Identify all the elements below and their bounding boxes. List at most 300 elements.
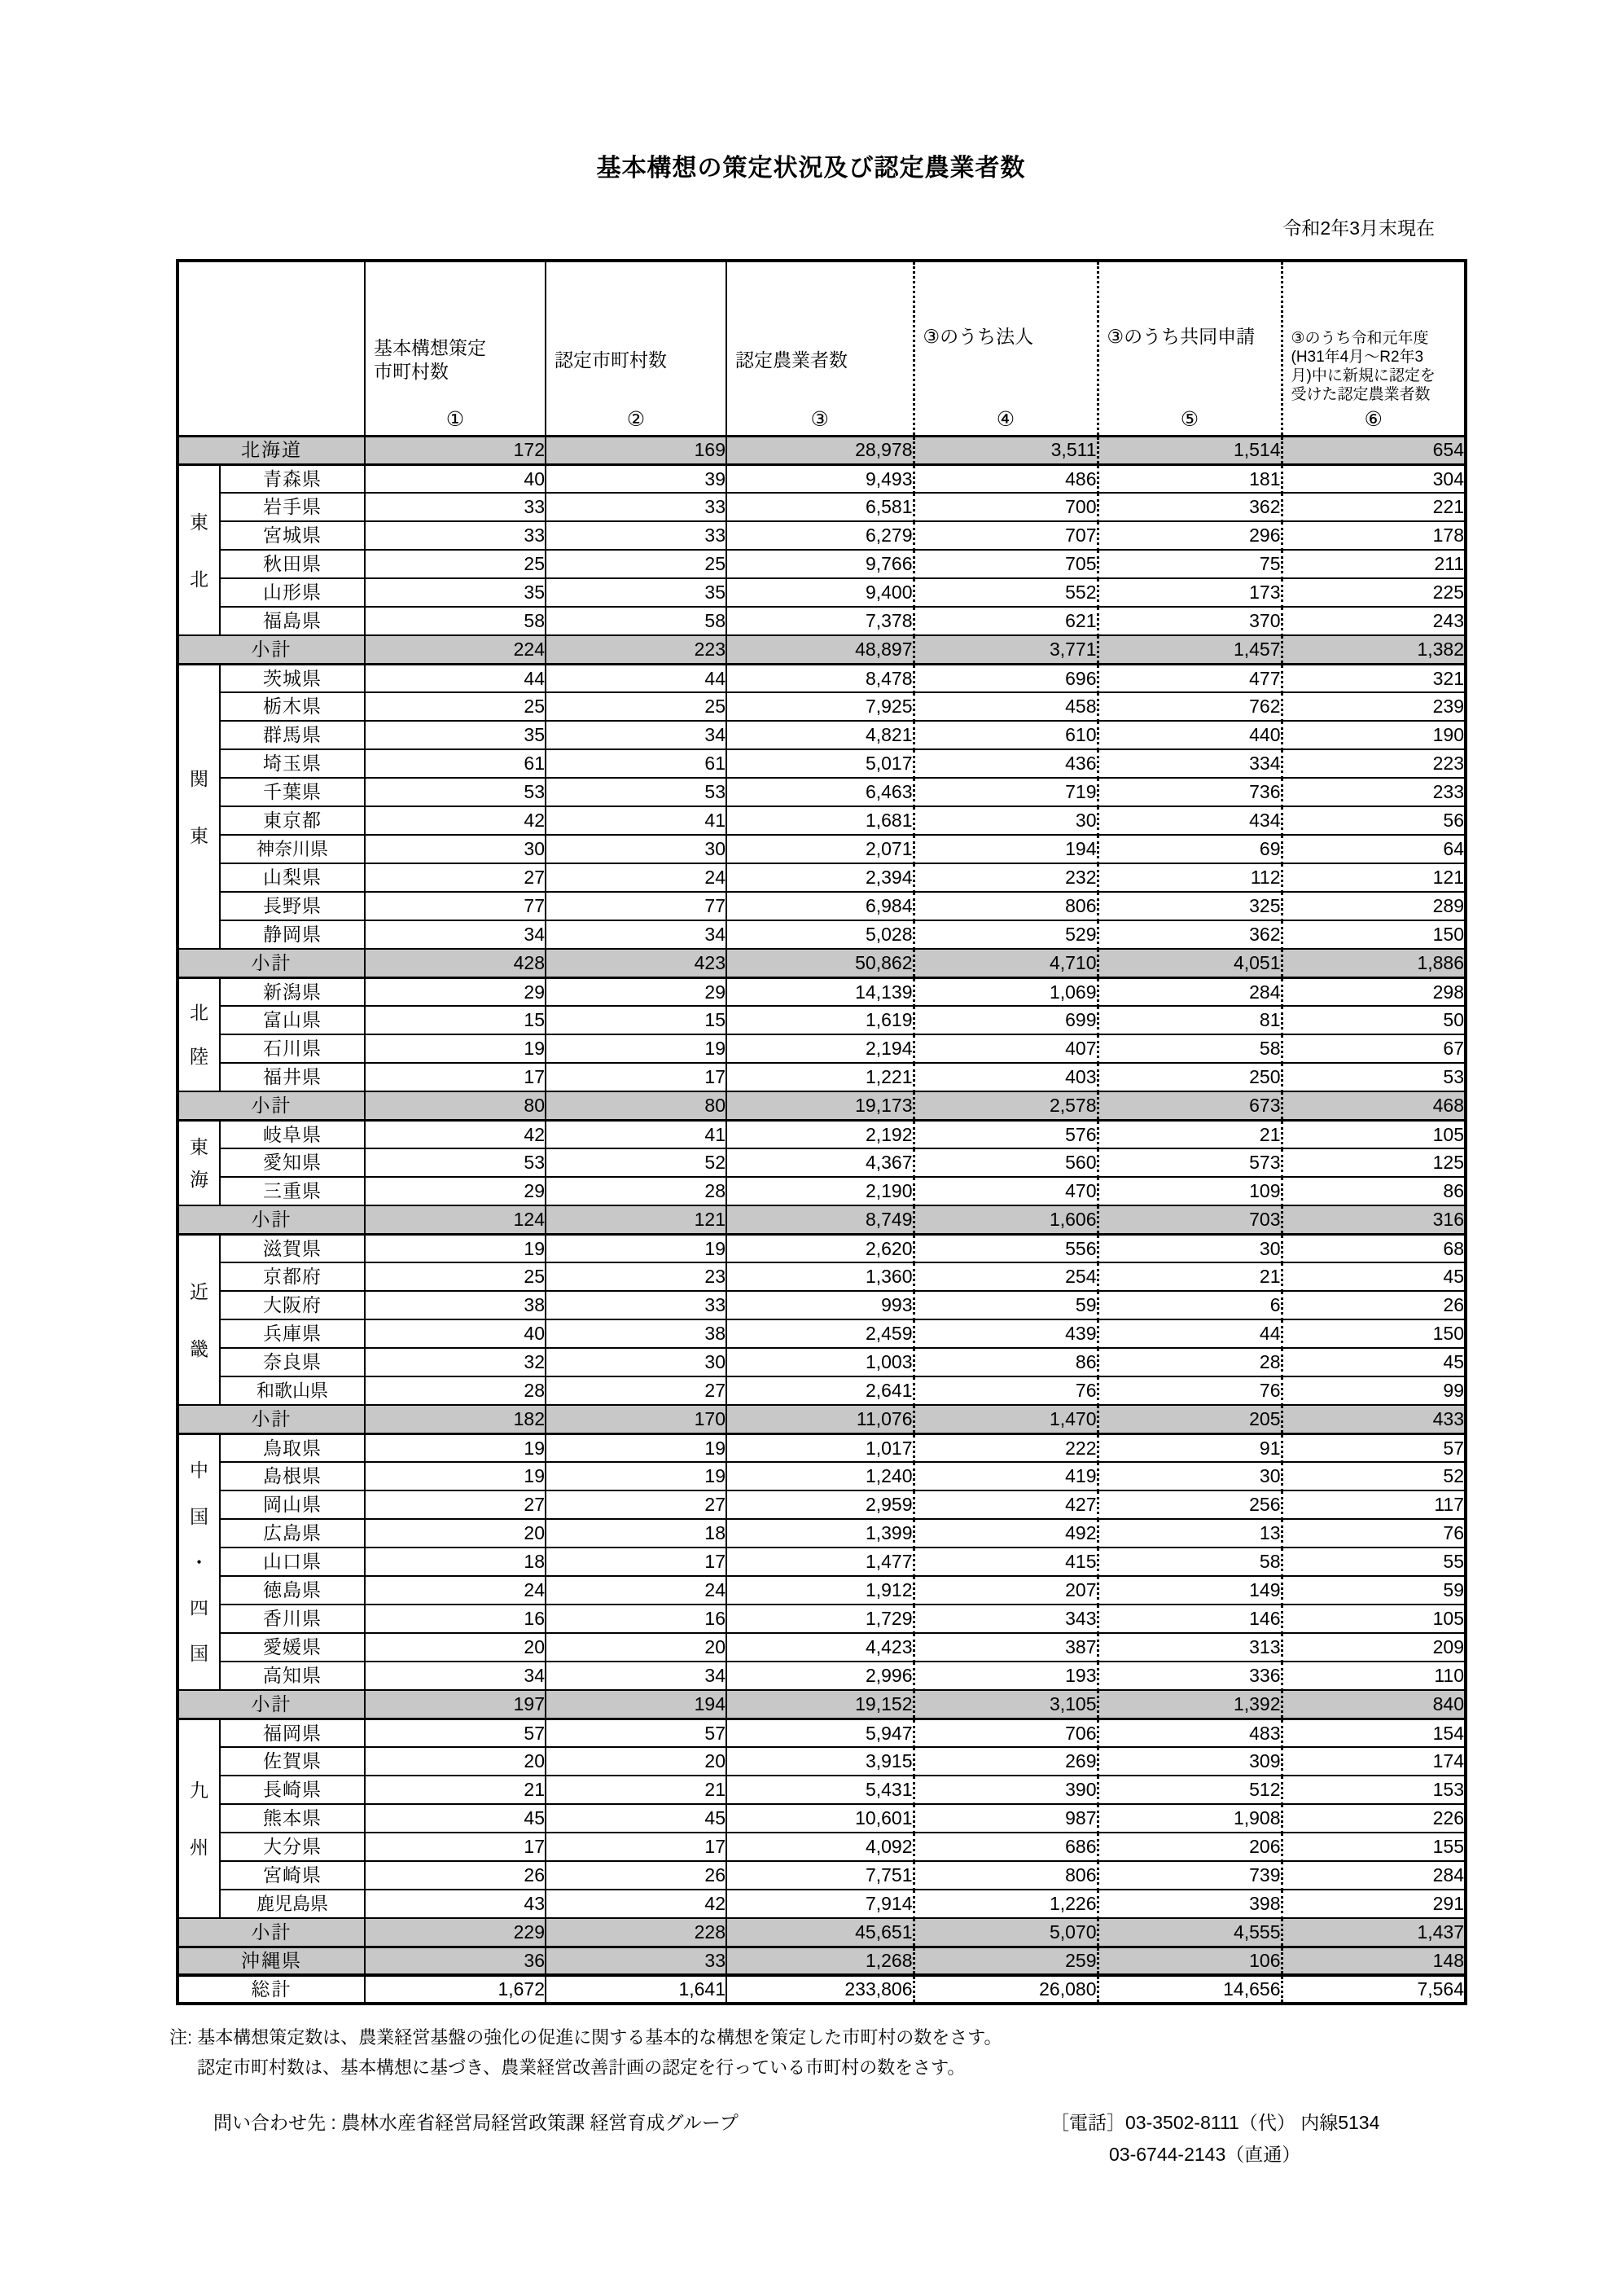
cell-col4: 706: [914, 1719, 1098, 1747]
table-row: [178, 493, 1466, 521]
cell-col4: 59: [914, 1291, 1098, 1319]
cell-col3: 7,378: [726, 607, 914, 635]
grand-total-label: 総計: [178, 1975, 365, 2004]
region-label-関東: 関 東: [178, 664, 220, 949]
region-label-近畿: 近 畿: [178, 1234, 220, 1405]
as-of-date: 令和2年3月末現在: [1282, 217, 1435, 239]
cell-col4: 806: [914, 892, 1098, 920]
cell-col4: 719: [914, 778, 1098, 806]
table-row-subtotal: [178, 1405, 1466, 1433]
cell-col2: 17: [546, 1063, 726, 1091]
cell-col6: 1,437: [1282, 1918, 1466, 1947]
prefecture-label: 兵庫県: [220, 1319, 365, 1348]
cell-col2: 33: [546, 493, 726, 521]
cell-col2: 34: [546, 920, 726, 949]
prefecture-label: 秋田県: [220, 550, 365, 578]
cell-col5: 6: [1098, 1291, 1282, 1319]
cell-col2: 1,641: [546, 1975, 726, 2004]
cell-col5: 13: [1098, 1519, 1282, 1547]
prefecture-label: 福島県: [220, 607, 365, 635]
statistics-table: [176, 259, 1467, 2005]
cell-col6: 243: [1282, 607, 1466, 635]
cell-col2: 16: [546, 1605, 726, 1633]
cell-col4: 1,069: [914, 977, 1098, 1006]
cell-col4: 560: [914, 1148, 1098, 1177]
cell-col2: 41: [546, 806, 726, 835]
cell-col1: 53: [365, 1148, 546, 1177]
cell-col6: 105: [1282, 1605, 1466, 1633]
cell-col6: 117: [1282, 1490, 1466, 1519]
cell-col4: 76: [914, 1376, 1098, 1405]
cell-col2: 41: [546, 1120, 726, 1148]
prefecture-label: 東京都: [220, 806, 365, 835]
cell-col6: 304: [1282, 464, 1466, 493]
cell-col4: 3,105: [914, 1690, 1098, 1719]
cell-col1: 19: [365, 1034, 546, 1063]
cell-col6: 284: [1282, 1861, 1466, 1890]
prefecture-label: 群馬県: [220, 721, 365, 749]
header-col2: [546, 261, 726, 436]
cell-col3: 2,194: [726, 1034, 914, 1063]
cell-col6: 86: [1282, 1177, 1466, 1205]
cell-col3: 1,681: [726, 806, 914, 835]
table-row-subtotal: [178, 1690, 1466, 1719]
header-col1-line1: 基本構想策定: [374, 337, 486, 359]
table-row: [178, 1776, 1466, 1804]
cell-col5: 703: [1098, 1205, 1282, 1234]
cell-col1: 77: [365, 892, 546, 920]
cell-col1: 16: [365, 1605, 546, 1633]
table-header: [178, 261, 1466, 436]
table-row: [178, 664, 1466, 692]
cell-col1: 29: [365, 1177, 546, 1205]
cell-col3: 8,749: [726, 1205, 914, 1234]
cell-col3: 1,003: [726, 1348, 914, 1376]
header-col6-line1: ③のうち令和元年度: [1291, 330, 1429, 348]
cell-col6: 55: [1282, 1547, 1466, 1576]
cell-col5: 250: [1098, 1063, 1282, 1091]
cell-col4: 987: [914, 1804, 1098, 1833]
cell-col3: 1,360: [726, 1262, 914, 1291]
header-col6-mark: ⑥: [1364, 407, 1383, 431]
prefecture-label: 富山県: [220, 1006, 365, 1034]
header-col6-line2: (H31年4月～R2年3: [1291, 349, 1424, 367]
table-row: [178, 1605, 1466, 1633]
cell-col2: 194: [546, 1690, 726, 1719]
prefecture-label: 茨城県: [220, 664, 365, 692]
cell-col6: 153: [1282, 1776, 1466, 1804]
cell-col4: 3,511: [914, 436, 1098, 464]
cell-col5: 76: [1098, 1376, 1282, 1405]
cell-col4: 1,226: [914, 1890, 1098, 1918]
cell-col4: 552: [914, 578, 1098, 607]
cell-col3: 10,601: [726, 1804, 914, 1833]
table-row: [178, 977, 1466, 1006]
cell-col4: 3,771: [914, 635, 1098, 664]
cell-col6: 654: [1282, 436, 1466, 464]
cell-col3: 2,394: [726, 863, 914, 892]
cell-col4: 806: [914, 1861, 1098, 1890]
cell-col1: 42: [365, 806, 546, 835]
cell-col4: 194: [914, 835, 1098, 863]
cell-col1: 25: [365, 692, 546, 721]
cell-col6: 174: [1282, 1747, 1466, 1776]
cell-col6: 226: [1282, 1804, 1466, 1833]
header-col4-label: ③のうち法人: [923, 326, 1034, 348]
cell-col6: 121: [1282, 863, 1466, 892]
cell-col6: 223: [1282, 749, 1466, 778]
cell-col1: 33: [365, 521, 546, 550]
cell-col1: 21: [365, 1776, 546, 1804]
cell-col1: 42: [365, 1120, 546, 1148]
cell-col3: 4,367: [726, 1148, 914, 1177]
cell-col6: 148: [1282, 1947, 1466, 1975]
table-row: [178, 1319, 1466, 1348]
cell-col6: 125: [1282, 1148, 1466, 1177]
subtotal-label: 小計: [178, 1405, 365, 1433]
cell-col1: 17: [365, 1063, 546, 1091]
cell-col4: 610: [914, 721, 1098, 749]
cell-col5: 334: [1098, 749, 1282, 778]
table-row: [178, 1063, 1466, 1091]
table-row: [178, 806, 1466, 835]
subtotal-label: 小計: [178, 949, 365, 977]
prefecture-label: 和歌山県: [220, 1376, 365, 1405]
prefecture-label: 青森県: [220, 464, 365, 493]
cell-col2: 33: [546, 1947, 726, 1975]
region-label-九州: 九 州: [178, 1719, 220, 1918]
cell-col2: 20: [546, 1747, 726, 1776]
table-row: [178, 1376, 1466, 1405]
cell-col2: 20: [546, 1633, 726, 1662]
cell-col4: 699: [914, 1006, 1098, 1034]
cell-col4: 407: [914, 1034, 1098, 1063]
cell-col2: 80: [546, 1091, 726, 1120]
cell-col4: 1,606: [914, 1205, 1098, 1234]
cell-col1: 172: [365, 436, 546, 464]
table-row: [178, 1120, 1466, 1148]
cell-col1: 57: [365, 1719, 546, 1747]
page-title: 基本構想の策定状況及び認定農業者数: [596, 155, 1026, 182]
cell-col4: 621: [914, 607, 1098, 635]
subtotal-label: 小計: [178, 1918, 365, 1947]
cell-col5: 313: [1098, 1633, 1282, 1662]
table-row: [178, 1148, 1466, 1177]
cell-col4: 705: [914, 550, 1098, 578]
cell-col3: 5,431: [726, 1776, 914, 1804]
cell-col1: 80: [365, 1091, 546, 1120]
cell-col1: 20: [365, 1519, 546, 1547]
cell-col5: 4,555: [1098, 1918, 1282, 1947]
cell-col5: 325: [1098, 892, 1282, 920]
cell-col4: 26,080: [914, 1975, 1098, 2004]
cell-col2: 35: [546, 578, 726, 607]
cell-col4: 492: [914, 1519, 1098, 1547]
cell-col3: 7,751: [726, 1861, 914, 1890]
cell-col3: 6,984: [726, 892, 914, 920]
prefecture-label: 静岡県: [220, 920, 365, 949]
table-row: [178, 835, 1466, 863]
cell-col6: 321: [1282, 664, 1466, 692]
cell-col4: 222: [914, 1433, 1098, 1462]
cell-col3: 1,729: [726, 1605, 914, 1633]
cell-col5: 739: [1098, 1861, 1282, 1890]
prefecture-label: 山梨県: [220, 863, 365, 892]
cell-col1: 43: [365, 1890, 546, 1918]
prefecture-label: 新潟県: [220, 977, 365, 1006]
cell-col2: 19: [546, 1034, 726, 1063]
cell-col2: 27: [546, 1490, 726, 1519]
cell-col3: 1,240: [726, 1462, 914, 1490]
prefecture-label: 山口県: [220, 1547, 365, 1576]
table-row: [178, 436, 1466, 464]
cell-col1: 229: [365, 1918, 546, 1947]
header-col1-line2: 市町村数: [374, 361, 449, 383]
table-row: [178, 778, 1466, 806]
cell-col1: 35: [365, 721, 546, 749]
cell-col4: 427: [914, 1490, 1098, 1519]
cell-col4: 700: [914, 493, 1098, 521]
cell-col5: 477: [1098, 664, 1282, 692]
cell-col6: 221: [1282, 493, 1466, 521]
footnote-line-2: 認定市町村数は、基本構想に基づき、農業経営改善計画の認定を行っている市町村の数をさす。: [197, 2057, 966, 2078]
cell-col4: 415: [914, 1547, 1098, 1576]
cell-col3: 233,806: [726, 1975, 914, 2004]
cell-col3: 4,092: [726, 1833, 914, 1861]
cell-col5: 14,656: [1098, 1975, 1282, 2004]
cell-col3: 1,619: [726, 1006, 914, 1034]
cell-col5: 21: [1098, 1262, 1282, 1291]
cell-col3: 9,400: [726, 578, 914, 607]
prefecture-label: 長崎県: [220, 1776, 365, 1804]
region-label-中国・四国: 中 国 ・ 四 国: [178, 1433, 220, 1690]
cell-col2: 38: [546, 1319, 726, 1348]
table-row: [178, 1348, 1466, 1376]
table-row: [178, 1662, 1466, 1690]
cell-col6: 190: [1282, 721, 1466, 749]
cell-col5: 1,514: [1098, 436, 1282, 464]
table-row: [178, 1747, 1466, 1776]
prefecture-label: 宮城県: [220, 521, 365, 550]
prefecture-label: 島根県: [220, 1462, 365, 1490]
prefecture-label: 石川県: [220, 1034, 365, 1063]
cell-col4: 486: [914, 464, 1098, 493]
table-row: [178, 1177, 1466, 1205]
table-row: [178, 1804, 1466, 1833]
prefecture-label: 徳島県: [220, 1576, 365, 1605]
cell-col2: 30: [546, 1348, 726, 1376]
prefecture-label: 大阪府: [220, 1291, 365, 1319]
cell-col3: 2,641: [726, 1376, 914, 1405]
cell-col6: 50: [1282, 1006, 1466, 1034]
table-row-subtotal: [178, 949, 1466, 977]
cell-col6: 56: [1282, 806, 1466, 835]
cell-col4: 1,470: [914, 1405, 1098, 1433]
header-col6: [1282, 261, 1466, 436]
cell-col5: 440: [1098, 721, 1282, 749]
cell-col1: 25: [365, 1262, 546, 1291]
cell-col2: 26: [546, 1861, 726, 1890]
cell-col6: 7,564: [1282, 1975, 1466, 2004]
cell-col2: 57: [546, 1719, 726, 1747]
prefecture-label: 愛媛県: [220, 1633, 365, 1662]
contact-office: 問い合わせ先 : 農林水産省経営局経営政策課 経営育成グループ: [213, 2111, 739, 2133]
cell-col3: 45,651: [726, 1918, 914, 1947]
prefecture-label: 鹿児島県: [220, 1890, 365, 1918]
cell-col5: 75: [1098, 550, 1282, 578]
table-row-subtotal: [178, 1091, 1466, 1120]
cell-col4: 254: [914, 1262, 1098, 1291]
cell-col2: 42: [546, 1890, 726, 1918]
cell-col1: 35: [365, 578, 546, 607]
cell-col6: 154: [1282, 1719, 1466, 1747]
cell-col3: 7,925: [726, 692, 914, 721]
cell-col3: 1,221: [726, 1063, 914, 1091]
contact-phones: [1050, 2107, 1379, 2171]
cell-col2: 24: [546, 1576, 726, 1605]
cell-col3: 11,076: [726, 1405, 914, 1433]
cell-col3: 5,017: [726, 749, 914, 778]
cell-col6: 298: [1282, 977, 1466, 1006]
contact-phone-main: ［電話］03-3502-8111（代） 内線5134: [1050, 2111, 1380, 2133]
cell-col5: 146: [1098, 1605, 1282, 1633]
cell-col1: 45: [365, 1804, 546, 1833]
cell-col3: 3,915: [726, 1747, 914, 1776]
cell-col1: 1,672: [365, 1975, 546, 2004]
cell-col3: 2,071: [726, 835, 914, 863]
cell-col2: 53: [546, 778, 726, 806]
cell-col3: 19,173: [726, 1091, 914, 1120]
table-row: [178, 692, 1466, 721]
cell-col4: 269: [914, 1747, 1098, 1776]
cell-col3: 2,959: [726, 1490, 914, 1519]
cell-col6: 1,382: [1282, 635, 1466, 664]
table-row: [178, 521, 1466, 550]
cell-col3: 9,766: [726, 550, 914, 578]
contact-block: [0, 2107, 1622, 2165]
cell-col2: 27: [546, 1376, 726, 1405]
region-label-東北: 東 北: [178, 464, 220, 635]
cell-col3: 2,192: [726, 1120, 914, 1148]
cell-col4: 576: [914, 1120, 1098, 1148]
cell-col2: 58: [546, 607, 726, 635]
cell-col5: 44: [1098, 1319, 1282, 1348]
cell-col5: 284: [1098, 977, 1282, 1006]
cell-col5: 573: [1098, 1148, 1282, 1177]
cell-col3: 9,493: [726, 464, 914, 493]
cell-col3: 14,139: [726, 977, 914, 1006]
table-row: [178, 1433, 1466, 1462]
prefecture-label: 奈良県: [220, 1348, 365, 1376]
cell-col1: 19: [365, 1234, 546, 1262]
cell-col5: 362: [1098, 493, 1282, 521]
table-row: [178, 550, 1466, 578]
cell-col6: 289: [1282, 892, 1466, 920]
table-row: [178, 749, 1466, 778]
cell-col4: 696: [914, 664, 1098, 692]
cell-col3: 2,459: [726, 1319, 914, 1348]
table-row: [178, 1833, 1466, 1861]
cell-col5: 736: [1098, 778, 1282, 806]
header-corner-blank: [178, 261, 365, 436]
cell-col1: 61: [365, 749, 546, 778]
cell-col4: 439: [914, 1319, 1098, 1348]
cell-col1: 197: [365, 1690, 546, 1719]
header-col4: [914, 261, 1098, 436]
cell-col6: 150: [1282, 920, 1466, 949]
cell-col1: 24: [365, 1576, 546, 1605]
cell-col2: 15: [546, 1006, 726, 1034]
cell-col5: 398: [1098, 1890, 1282, 1918]
cell-col3: 48,897: [726, 635, 914, 664]
cell-col2: 228: [546, 1918, 726, 1947]
header-col5-label: ③のうち共同申請: [1107, 326, 1256, 348]
table-row: [178, 578, 1466, 607]
cell-col5: 673: [1098, 1091, 1282, 1120]
cell-col3: 1,268: [726, 1947, 914, 1975]
region-label-北陸: 北 陸: [178, 977, 220, 1091]
cell-col2: 19: [546, 1462, 726, 1490]
cell-col4: 707: [914, 521, 1098, 550]
prefecture-label: 滋賀県: [220, 1234, 365, 1262]
row-label-okinawa: 沖縄県: [178, 1947, 365, 1975]
cell-col3: 6,581: [726, 493, 914, 521]
header-col2-label: 認定市町村数: [555, 349, 667, 371]
footnote-line-1: 注: 基本構想策定数は、農業経営基盤の強化の促進に関する基本的な構想を策定した市町村の数をさす。: [169, 2027, 1002, 2048]
cell-col2: 423: [546, 949, 726, 977]
cell-col1: 34: [365, 1662, 546, 1690]
cell-col2: 24: [546, 863, 726, 892]
cell-col4: 5,070: [914, 1918, 1098, 1947]
header-col3-mark: ③: [810, 407, 829, 431]
cell-col1: 40: [365, 1319, 546, 1348]
cell-col3: 4,821: [726, 721, 914, 749]
cell-col4: 207: [914, 1576, 1098, 1605]
prefecture-label: 鳥取県: [220, 1433, 365, 1462]
table-row-subtotal: [178, 1918, 1466, 1947]
cell-col3: 7,914: [726, 1890, 914, 1918]
cell-col3: 28,978: [726, 436, 914, 464]
table-row: [178, 1633, 1466, 1662]
cell-col2: 34: [546, 721, 726, 749]
table-row: [178, 1462, 1466, 1490]
cell-col6: 99: [1282, 1376, 1466, 1405]
header-col2-mark: ②: [626, 407, 646, 431]
footnotes: [169, 2023, 1622, 2083]
prefecture-label: 香川県: [220, 1605, 365, 1633]
cell-col5: 30: [1098, 1234, 1282, 1262]
cell-col1: 19: [365, 1462, 546, 1490]
cell-col6: 211: [1282, 550, 1466, 578]
cell-col5: 296: [1098, 521, 1282, 550]
cell-col2: 23: [546, 1262, 726, 1291]
prefecture-label: 岐阜県: [220, 1120, 365, 1148]
cell-col6: 209: [1282, 1633, 1466, 1662]
cell-col2: 61: [546, 749, 726, 778]
cell-col2: 39: [546, 464, 726, 493]
cell-col4: 419: [914, 1462, 1098, 1490]
cell-col2: 45: [546, 1804, 726, 1833]
cell-col4: 458: [914, 692, 1098, 721]
cell-col1: 28: [365, 1376, 546, 1405]
cell-col5: 370: [1098, 607, 1282, 635]
table-row: [178, 1291, 1466, 1319]
cell-col6: 64: [1282, 835, 1466, 863]
cell-col3: 5,028: [726, 920, 914, 949]
cell-col1: 53: [365, 778, 546, 806]
cell-col6: 67: [1282, 1034, 1466, 1063]
prefecture-label: 栃木県: [220, 692, 365, 721]
